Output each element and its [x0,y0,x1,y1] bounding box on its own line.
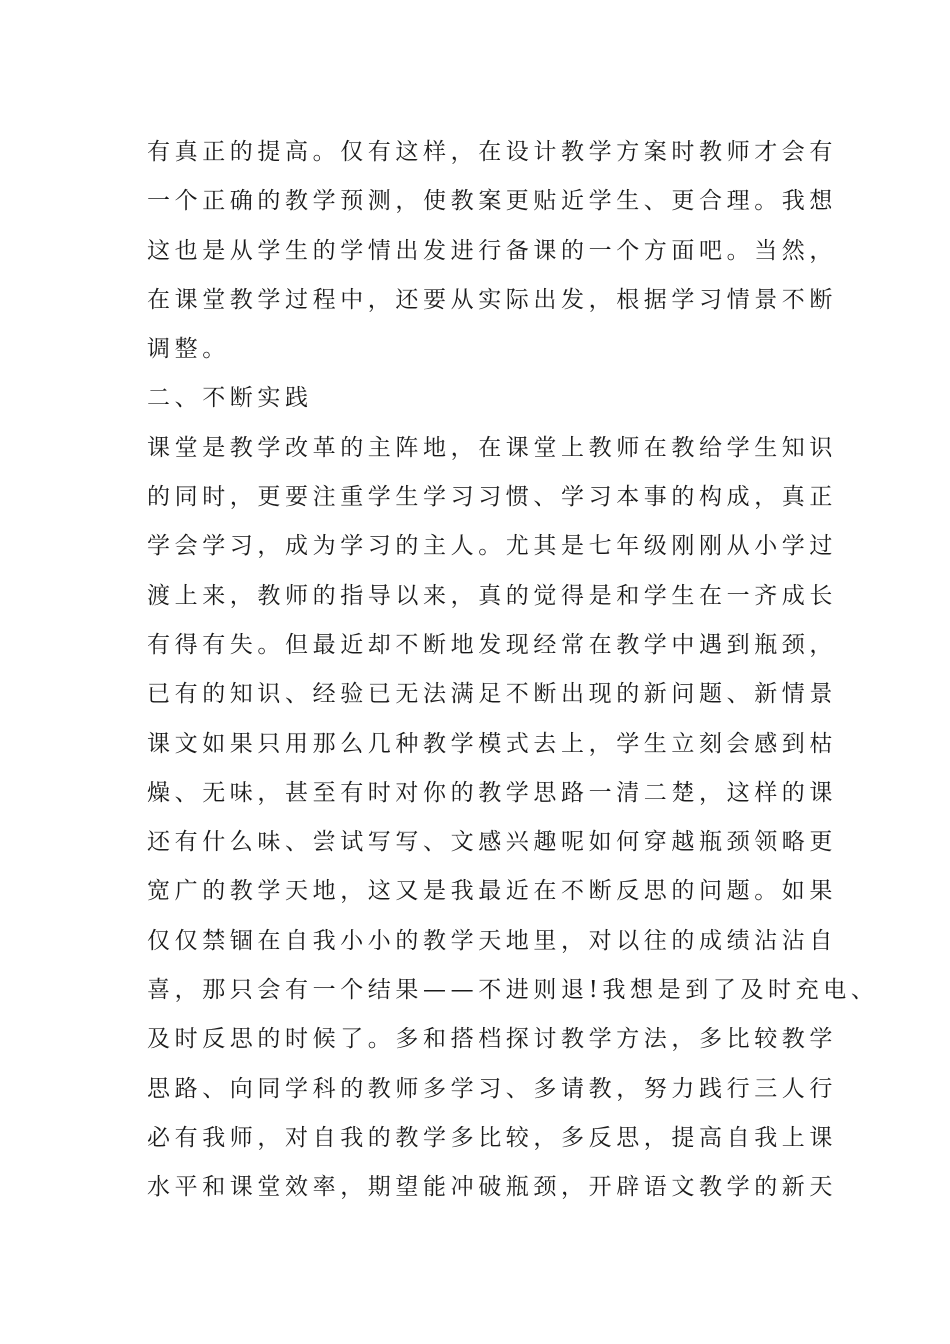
text-line: 调整。 [147,336,230,363]
text-line: 的同时，更要注重学生学习习惯、学习本事的构成，真正 [147,484,837,511]
text-line: 燥、无味，甚至有时对你的教学思路一清二楚，这样的课 [147,779,837,806]
text-line: 在课堂教学过程中，还要从实际出发，根据学习情景不断 [147,286,837,313]
text-line: 喜，那只会有一个结果——不进则退!我想是到了及时充电、 [147,977,879,1004]
text-line: 思路、向同学科的教师多学习、多请教，努力践行三人行 [147,1075,837,1102]
text-line: 宽广的教学天地，这又是我最近在不断反思的问题。如果 [147,878,837,905]
section-heading: 二、不断实践 [147,385,313,412]
text-line: 有真正的提高。仅有这样，在设计教学方案时教师才会有 [147,139,837,165]
text-line: 及时反思的时候了。多和搭档探讨教学方法，多比较教学 [147,1026,837,1053]
body-text [147,128,947,1213]
text-line: 水平和课堂效率，期望能冲破瓶颈，开辟语文教学的新天 [147,1174,837,1201]
text-line: 仅仅禁锢在自我小小的教学天地里，对以往的成绩沾沾自 [147,927,837,954]
text-line: 还有什么味、尝试写写、文感兴趣呢如何穿越瓶颈领略更 [147,829,837,856]
text-line: 有得有失。但最近却不断地发现经常在教学中遇到瓶颈， [147,631,837,658]
text-line: 这也是从学生的学情出发进行备课的一个方面吧。当然， [147,237,837,264]
text-line: 课文如果只用那么几种教学模式去上，学生立刻会感到枯 [147,730,837,757]
text-line: 学会学习，成为学习的主人。尤其是七年级刚刚从小学过 [147,533,837,560]
text-line: 课堂是教学改革的主阵地，在课堂上教师在教给学生知识 [147,434,837,461]
text-line: 渡上来，教师的指导以来，真的觉得是和学生在一齐成长 [147,582,837,609]
text-line: 已有的知识、经验已无法满足不断出现的新问题、新情景 [147,681,837,708]
text-line: 必有我师，对自我的教学多比较，多反思，提高自我上课 [147,1124,837,1151]
text-line: 一个正确的教学预测，使教案更贴近学生、更合理。我想 [147,188,837,215]
